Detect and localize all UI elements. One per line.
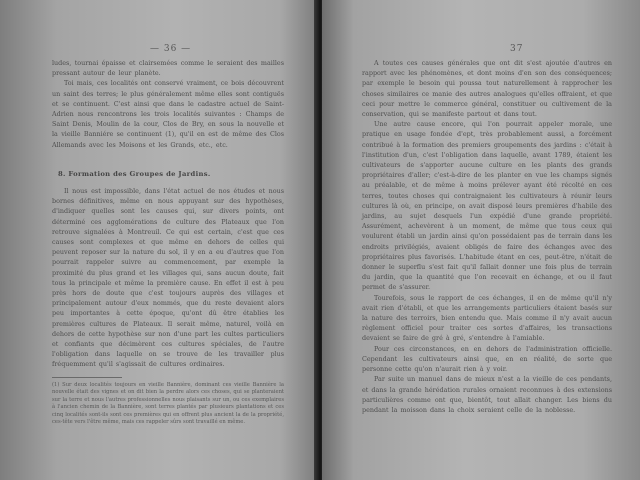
left-paragraph-3: Il nous est impossible, dans l'état actuel de nos études et nous bornes définitives, même en nous appuyant sur des hypothèses, d'indiquer quelles sont les causes qui, sur divers points, ont déterminé ces agglomérations de culture des Plateaux que l'on retrouve signalées à Montreuil. Ce qui est certain, c'est que ces causes sont complexes et que même en dehors de celles qui peuvent reposer sur la nature du sol, il y en a eu d'autres que l'on pourrait rappeler suivre au commencement, par exemple la proximité du plus grand et les villages qui, sans aucun doute, fait tous la principale et même la première cause. En effet il est à peu près hors de doute que c'est toujours auprès des villages et principalement autour d'eux nommés, que du reste devaient alors peu importantes à cette époque, qu'ont dû être établies les premières cultures de Plateaux. Il serait même, naturel, voilà en dehors de cette hypothèse sur non d'une part les cultes particuliers et confiants que décimèrent ces cultures spéciales, de l'autre l'obligation dans laquelle on se trouve de les travailler plus fréquemment qu'il s'agissait de cultures ordinaires. <box>52 187 284 369</box>
left-paragraph-1: ludes, tournai épaisse et clairsemées comme le seraient des mailles pressant autour de leur planète. <box>52 59 284 78</box>
left-page-number: — 36 — <box>150 44 192 54</box>
right-page-number: 37 <box>510 44 524 54</box>
right-text-block <box>362 58 612 415</box>
left-paragraph-2: Toi mais, ces localités ont conservé vraiment, ce bois découvrent un saint des terres; le plus généralement même elles sont contiguës et se continuent. C'est ainsi que dans le cadastre actuel de Saint-Adrien nous rencontrons les trois localités suivantes : Champs de Saint Denis, Moulin de la cour, Clos de Bry, en sous la nouvelle et la vieille Banniére se continuent (1), qu'il en est de même des Clos Allemands avec les Moisons et les Grands, etc., etc. <box>52 79 284 149</box>
right-paragraph-2: Une autre cause encore, qui l'on pourrait appeler morale, une pratique en usage fondée d'ept, très probablement aussi, a forcément contribué à la formation des premiers groupements des jardins : c'était à l'institution d'un, c'est l'obligation dans laquelle, avant 1789, étaient les cultivateurs de s'apporter aucune culture en les plants des grands propriétaires d'aller; c'est-à-dire de les planter en vue les champs signés au préalable, et de même à moins prélever ayant été récolté en ces terres, toutes choses qui contraignaient les cultivateurs à réunir leurs cultures là où, en principe, on avait disposé leurs premières d'habile des jardins, au sujet desquels l'un expédié d'une grande propriété. Assurément, achevèrent à un moment, de même que tous ceux qui voulurent établi un jardin ainsi qu'on possédaient pas de terrain dans les endroits privilégiés, avaient obligés de faire des échanges avec des propriétaires plus favorisés. L'habitude étant en ces, peut-être, n'était de donner le superflu s'est fait qu'il fallait donner une fois plus de terrain du jardin, que la quantité que l'on recevait en échange, et ou il faut permet de s'assurer. <box>362 120 612 292</box>
left-text-block-main <box>52 186 284 370</box>
left-text-block-top <box>52 58 284 150</box>
right-page <box>322 0 640 480</box>
right-paragraph-5: Par suite un manuel dans de mieux n'est a la vieille de ces pendants, et dans la grande hérédation rurales ornaient reconnues à des extensions particulières comme ont que, bientôt, tout allait changer. Les biens du pendant la moisson dans la choix seraient celle de la noblesse. <box>362 375 612 414</box>
left-page <box>0 0 318 480</box>
right-paragraph-3: Tourefois, sous le rapport de ces échanges, il en de même qu'il n'y avait rien d'établi, et que les arrangements particuliers étaient basés sur la nature des terroirs, bien entendu que. Mais comme il n'y avait aucun règlement officiel pour traiter ces sortes d'affaires, les transactions devaient se faire de gré à gré, s'entendre à l'amiable. <box>362 293 612 343</box>
footnote-rule <box>52 377 122 378</box>
right-paragraph-1: A toutes ces causes générales que ont dit s'est ajoutée d'autres en rapport avec les phénomènes, et dont moins d'en son des conséquences; par exemple le besoin qui poussa tout naturellement à rapprocher les choses similaires ce manie des autres analogues qu'elles offraient, et que ceci pour mettre le commerce général, constituer ou cultivement de la conservation, qui se manifeste partout et dans tout. <box>362 59 612 119</box>
section-heading: 8. Formation des Groupes de Jardins. <box>58 170 211 178</box>
footnote: (1) Sur deux localités toujours en vieille Bannière, dominant ces vieille Bannière la nouvelle était des vignes et on dit bien la perdre alors ces choses, qui se planteraient sur la terre et nous l'autres professionnelles nous plaisants sur un, ou ces exemplaires à l'ancien chemin de la Bannière, sont terres plantés par plusieurs plantations et ces cinq localités sont-ils sont ces premières qui en offrent plus ancient la de la propriété, ces-tête vers l'être même, mais ces rappeler sûrs sont travaillé en même. <box>52 382 284 426</box>
right-paragraph-4: Pour ces circonstances, en en dehors de l'administration officielle. Cependant les cultivateurs ainsi que, en en réalité, de sorte que personne cette qu'on n'aurait rien à y voir. <box>362 344 612 374</box>
